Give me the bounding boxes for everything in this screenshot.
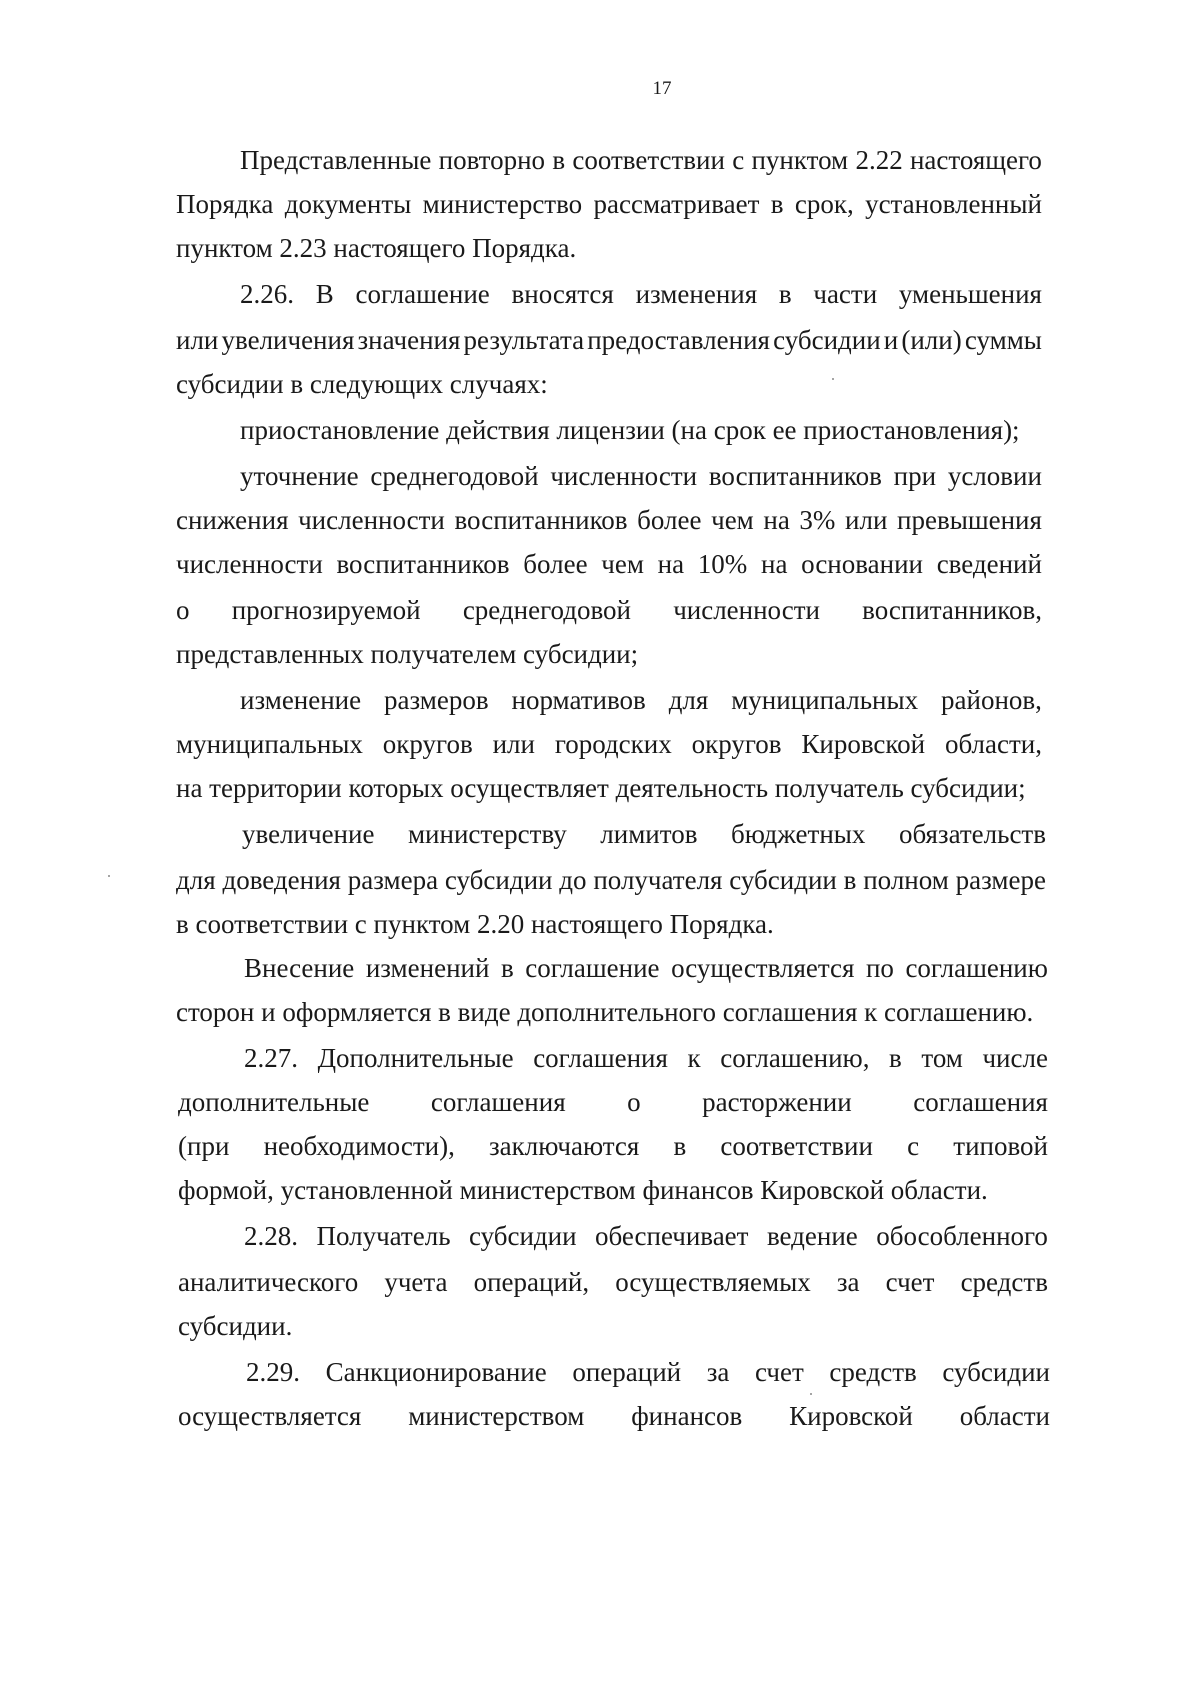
word: основании bbox=[801, 549, 923, 579]
word: бюджетных bbox=[730, 819, 866, 849]
word: Кировской bbox=[801, 729, 926, 759]
word: в bbox=[552, 145, 566, 175]
word: размере bbox=[955, 865, 1046, 895]
word: Кировской bbox=[789, 1401, 913, 1431]
word: округов bbox=[691, 729, 782, 759]
word: заключаются bbox=[489, 1131, 640, 1161]
text-line bbox=[176, 864, 1046, 896]
word: 2.22 bbox=[855, 145, 903, 175]
word: Получатель bbox=[316, 1221, 451, 1251]
word: осуществляемых bbox=[615, 1267, 811, 1297]
word: субсидии bbox=[444, 865, 553, 895]
text-line bbox=[176, 324, 1042, 356]
word: размера bbox=[347, 865, 439, 895]
word: в bbox=[673, 1131, 687, 1161]
word: обязательств bbox=[898, 819, 1046, 849]
text-line bbox=[240, 278, 1042, 310]
word: области bbox=[959, 1401, 1050, 1431]
word: 3% bbox=[799, 505, 836, 535]
text-line bbox=[178, 1130, 1048, 1162]
word: за bbox=[836, 1267, 860, 1297]
word: осуществляется bbox=[178, 1401, 362, 1431]
word: снижения bbox=[176, 505, 289, 535]
word: вносятся bbox=[511, 279, 614, 309]
word: Санкционирование bbox=[325, 1357, 547, 1387]
word: более bbox=[523, 549, 588, 579]
word: министерство bbox=[422, 189, 583, 219]
word: повторно bbox=[438, 145, 546, 175]
word: средств bbox=[829, 1357, 917, 1387]
word: В bbox=[315, 279, 334, 309]
word: в bbox=[778, 279, 792, 309]
word: операций, bbox=[473, 1267, 590, 1297]
word: по bbox=[865, 953, 894, 983]
word: срок, bbox=[794, 189, 854, 219]
word: при bbox=[893, 461, 937, 491]
page-number: 17 bbox=[652, 78, 672, 99]
text-line: на территории которых осуществляет деятельность получатель субсидии; bbox=[176, 773, 1026, 803]
word: округов bbox=[382, 729, 473, 759]
word: 2.27. bbox=[244, 1043, 298, 1073]
text-line: субсидии в следующих случаях: bbox=[176, 369, 548, 399]
word: рассматривает bbox=[593, 189, 760, 219]
text-line bbox=[178, 1266, 1048, 1298]
word: численности bbox=[298, 505, 445, 535]
word: аналитического bbox=[178, 1267, 359, 1297]
word: соглашение bbox=[355, 279, 490, 309]
word: субсидии bbox=[773, 325, 881, 355]
word: ведение bbox=[766, 1221, 858, 1251]
text-line bbox=[240, 684, 1042, 716]
text-line bbox=[176, 504, 1042, 536]
text-line bbox=[244, 952, 1048, 984]
word: воспитанников bbox=[708, 461, 882, 491]
word: для bbox=[176, 865, 216, 895]
word: доведения bbox=[222, 865, 341, 895]
word: счет bbox=[885, 1267, 935, 1297]
word: установленный bbox=[865, 189, 1042, 219]
word: обеспечивает bbox=[595, 1221, 749, 1251]
text-line bbox=[176, 728, 1042, 760]
word: области, bbox=[944, 729, 1042, 759]
word: или bbox=[492, 729, 535, 759]
word: увеличение bbox=[242, 819, 375, 849]
word: значения bbox=[357, 325, 461, 355]
word: соглашения bbox=[913, 1087, 1048, 1117]
scan-speck bbox=[108, 875, 110, 877]
word: и bbox=[883, 325, 899, 355]
word: соответствии bbox=[572, 145, 725, 175]
text-line bbox=[242, 818, 1046, 850]
word: в bbox=[770, 189, 784, 219]
word: в bbox=[889, 1043, 902, 1073]
word: средств bbox=[960, 1267, 1048, 1297]
word: уменьшения bbox=[898, 279, 1042, 309]
text-line bbox=[178, 1400, 1050, 1432]
word: численности bbox=[176, 549, 323, 579]
word: соглашения bbox=[533, 1043, 668, 1073]
word: в bbox=[500, 953, 514, 983]
word: финансов bbox=[631, 1401, 743, 1431]
text-line: представленных получателем субсидии; bbox=[176, 639, 639, 669]
word: субсидии bbox=[468, 1221, 577, 1251]
word: пунктом bbox=[751, 145, 849, 175]
word: с bbox=[732, 145, 745, 175]
text-line: приостановление действия лицензии (на срок ее приостановления); bbox=[240, 415, 1020, 445]
word: министерству bbox=[407, 819, 567, 849]
word: на bbox=[657, 549, 685, 579]
word: 10% bbox=[697, 549, 748, 579]
word: чем bbox=[711, 505, 754, 535]
word: среднегодовой bbox=[462, 595, 631, 625]
word: численности bbox=[673, 595, 820, 625]
word: 2.26. bbox=[240, 279, 294, 309]
word: соглашению bbox=[905, 953, 1048, 983]
scan-speck bbox=[810, 1393, 812, 1395]
word: уточнение bbox=[240, 461, 359, 491]
word: соглашение bbox=[525, 953, 660, 983]
word: части bbox=[813, 279, 878, 309]
word: воспитанников bbox=[336, 549, 510, 579]
word: (при bbox=[178, 1131, 230, 1161]
word: счет bbox=[754, 1357, 804, 1387]
word: 2.29. bbox=[246, 1357, 300, 1387]
text-line: субсидии. bbox=[178, 1311, 293, 1341]
word: в bbox=[843, 865, 857, 895]
text-line bbox=[176, 548, 1042, 580]
word: или bbox=[845, 505, 888, 535]
word: получателя bbox=[593, 865, 723, 895]
word: муниципальных bbox=[731, 685, 919, 715]
word: чем bbox=[601, 549, 644, 579]
text-line bbox=[240, 144, 1042, 176]
word: размеров bbox=[384, 685, 489, 715]
text-line bbox=[240, 460, 1042, 492]
word: на bbox=[763, 505, 790, 535]
text-line bbox=[176, 594, 1042, 626]
word: предоставления bbox=[587, 325, 770, 355]
word: на bbox=[761, 549, 788, 579]
word: учета bbox=[384, 1267, 448, 1297]
text-line bbox=[244, 1220, 1048, 1252]
word: соглашения bbox=[430, 1087, 566, 1117]
word: лимитов bbox=[600, 819, 698, 849]
text-line bbox=[244, 1042, 1048, 1074]
word: дополнительные bbox=[178, 1087, 370, 1117]
word: министерством bbox=[408, 1401, 585, 1431]
word: или bbox=[176, 325, 219, 355]
word: для bbox=[668, 685, 709, 715]
word: увеличения bbox=[221, 325, 355, 355]
text-line bbox=[178, 1086, 1048, 1118]
word: нормативов bbox=[511, 685, 646, 715]
word: районов, bbox=[941, 685, 1042, 715]
word: более bbox=[637, 505, 702, 535]
word: расторжении bbox=[702, 1087, 852, 1117]
word: результата bbox=[463, 325, 585, 355]
word: превышения bbox=[897, 505, 1042, 535]
word: обособленного bbox=[876, 1221, 1048, 1251]
word: за bbox=[706, 1357, 730, 1387]
word: воспитанников bbox=[454, 505, 628, 535]
word: субсидии bbox=[942, 1357, 1050, 1387]
word: численности bbox=[550, 461, 698, 491]
word: изменение bbox=[240, 685, 362, 715]
text-line bbox=[176, 188, 1042, 220]
word: соответствии bbox=[720, 1131, 873, 1161]
text-line: сторон и оформляется в виде дополнительного соглашения к соглашению. bbox=[176, 997, 1034, 1027]
word: изменений bbox=[365, 953, 490, 983]
word: среднегодовой bbox=[370, 461, 539, 491]
word: субсидии bbox=[729, 865, 837, 895]
word: Внесение bbox=[244, 953, 355, 983]
text-line: пунктом 2.23 настоящего Порядка. bbox=[176, 233, 577, 263]
word: городских bbox=[554, 729, 672, 759]
text-line: формой, установленной министерством финансов Кировской области. bbox=[178, 1175, 988, 1205]
text-line: в соответствии с пунктом 2.20 настоящего Порядка. bbox=[176, 909, 774, 939]
word: Порядка bbox=[176, 189, 274, 219]
word: осуществляется bbox=[671, 953, 855, 983]
word: о bbox=[176, 595, 190, 625]
word: условии bbox=[947, 461, 1042, 491]
scan-speck bbox=[832, 378, 834, 380]
word: (или) bbox=[901, 325, 962, 355]
word: к bbox=[687, 1043, 701, 1073]
word: о bbox=[627, 1087, 641, 1117]
text-line bbox=[246, 1356, 1050, 1388]
word: Представленные bbox=[240, 145, 432, 175]
word: воспитанников, bbox=[862, 595, 1042, 625]
word: числе bbox=[982, 1043, 1048, 1073]
word: изменения bbox=[635, 279, 758, 309]
word: типовой bbox=[953, 1131, 1048, 1161]
word: необходимости), bbox=[263, 1131, 455, 1161]
word: 2.28. bbox=[244, 1221, 298, 1251]
word: операций bbox=[572, 1357, 682, 1387]
word: прогнозируемой bbox=[231, 595, 421, 625]
word: с bbox=[907, 1131, 920, 1161]
word: документы bbox=[284, 189, 412, 219]
word: том bbox=[921, 1043, 963, 1073]
word: суммы bbox=[964, 325, 1042, 355]
word: полном bbox=[863, 865, 949, 895]
word: соглашению, bbox=[720, 1043, 870, 1073]
word: муниципальных bbox=[176, 729, 363, 759]
word: сведений bbox=[936, 549, 1042, 579]
word: Дополнительные bbox=[317, 1043, 514, 1073]
word: настоящего bbox=[909, 145, 1042, 175]
word: до bbox=[559, 865, 587, 895]
